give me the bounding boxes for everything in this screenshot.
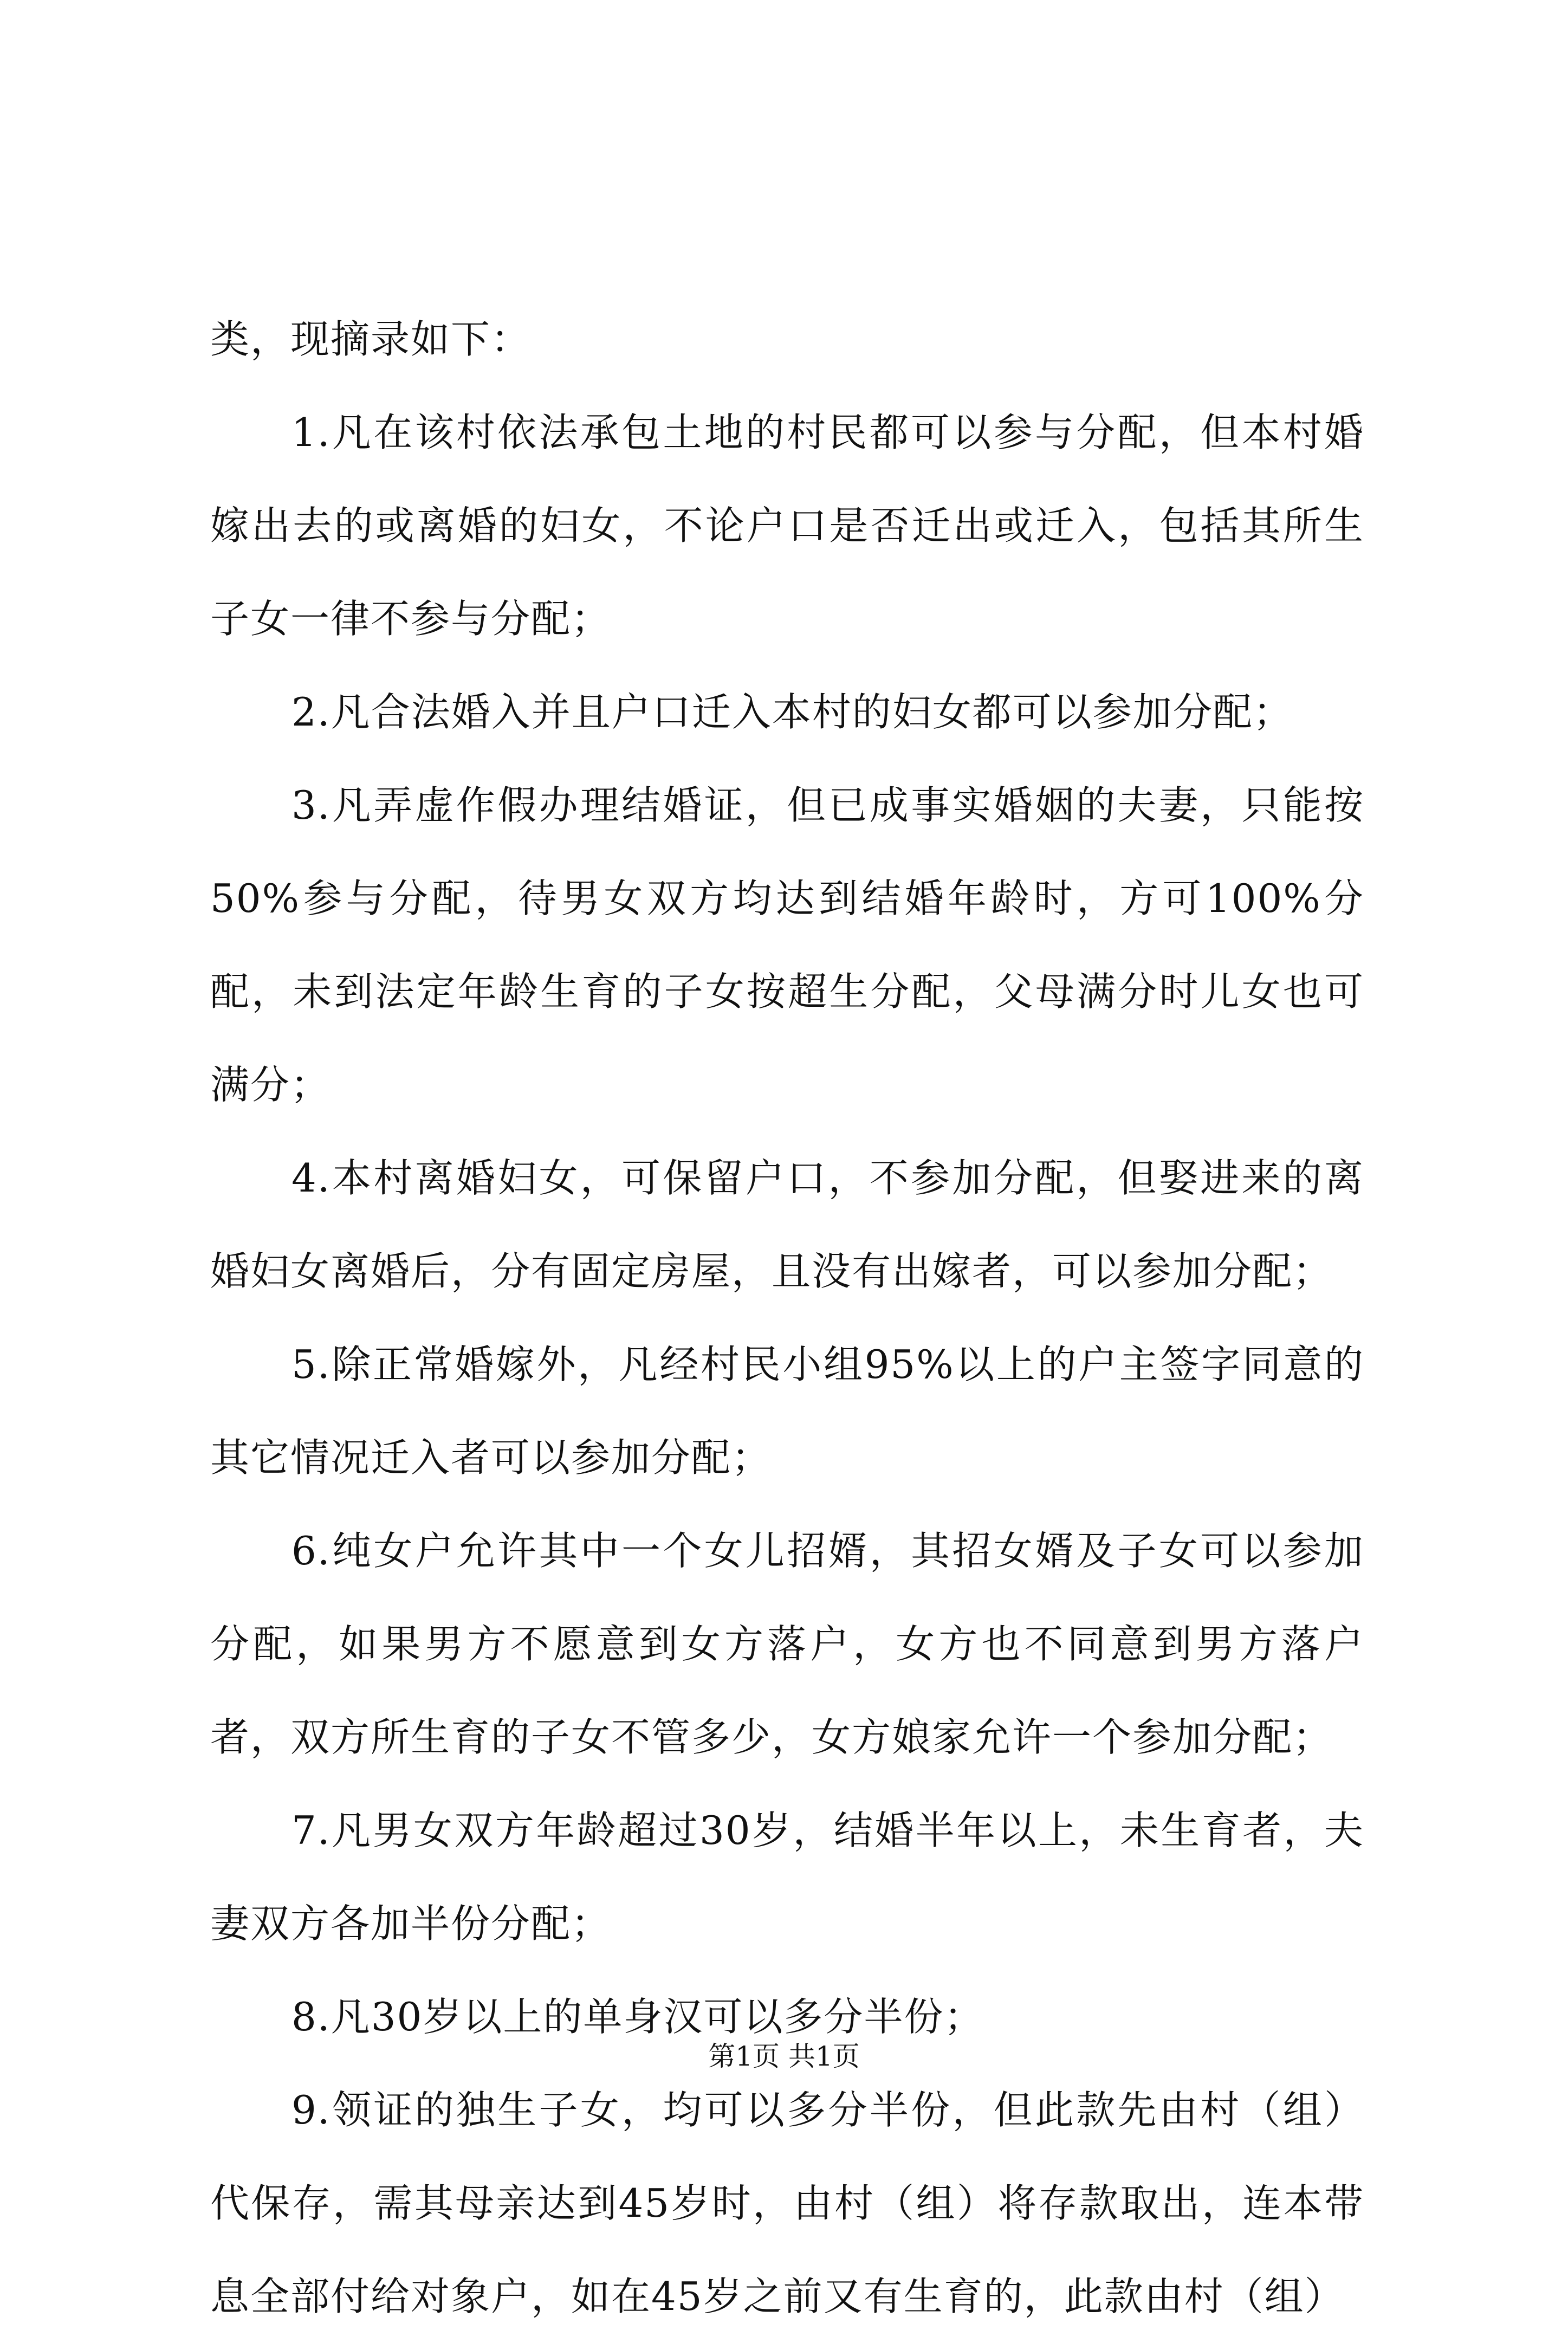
paragraph-item-1: 1.凡在该村依法承包土地的村民都可以参与分配，但本村婚嫁出去的或离婚的妇女，不论户口是否迁出或迁入，包括其所生子女一律不参与分配； — [210, 410, 1364, 642]
paragraph-item-7: 7.凡男女双方年龄超过30岁，结婚半年以上，未生育者，夫妻双方各加半份分配； — [210, 1808, 1364, 1946]
paragraph-item-8: 8.凡30岁以上的单身汉可以多分半份； — [291, 1994, 984, 2040]
paragraph-intro: 类，现摘录如下： — [210, 316, 532, 362]
paragraph-item-6: 6.纯女户允许其中一个女儿招婿，其招女婿及子女可以参加分配，如果男方不愿意到女方落户，女方也不同意到男方落户者，双方所生育的子女不管多少，女方娘家允许一个参加分配； — [210, 1528, 1364, 1760]
paragraph-item-9: 9.领证的独生子女，均可以多分半份，但此款先由村（组）代保存，需其母亲达到45岁时，由村（组）将存款取出，连本带息全部付给对象户，如在45岁之前又有生育的，此款由村（组） — [210, 2087, 1364, 2319]
paragraph-item-3: 3.凡弄虚作假办理结婚证，但已成事实婚姻的夫妻，只能按50%参与分配，待男女双方均达到结婚年龄时，方可100%分配，未到法定年龄生育的子女按超生分配，父母满分时儿女也可满分； — [210, 782, 1364, 1108]
page-number-footer: 第1页 共1页 — [708, 2041, 860, 2072]
paragraph-item-4: 4.本村离婚妇女，可保留户口，不参加分配，但娶进来的离婚妇女离婚后，分有固定房屋，且没有出嫁者，可以参加分配； — [210, 1155, 1364, 1294]
paragraph-item-2: 2.凡合法婚入并且户口迁入本村的妇女都可以参加分配； — [291, 689, 1293, 735]
paragraph-item-5: 5.除正常婚嫁外，凡经村民小组95%以上的户主签字同意的其它情况迁入者可以参加分配； — [210, 1342, 1364, 1480]
